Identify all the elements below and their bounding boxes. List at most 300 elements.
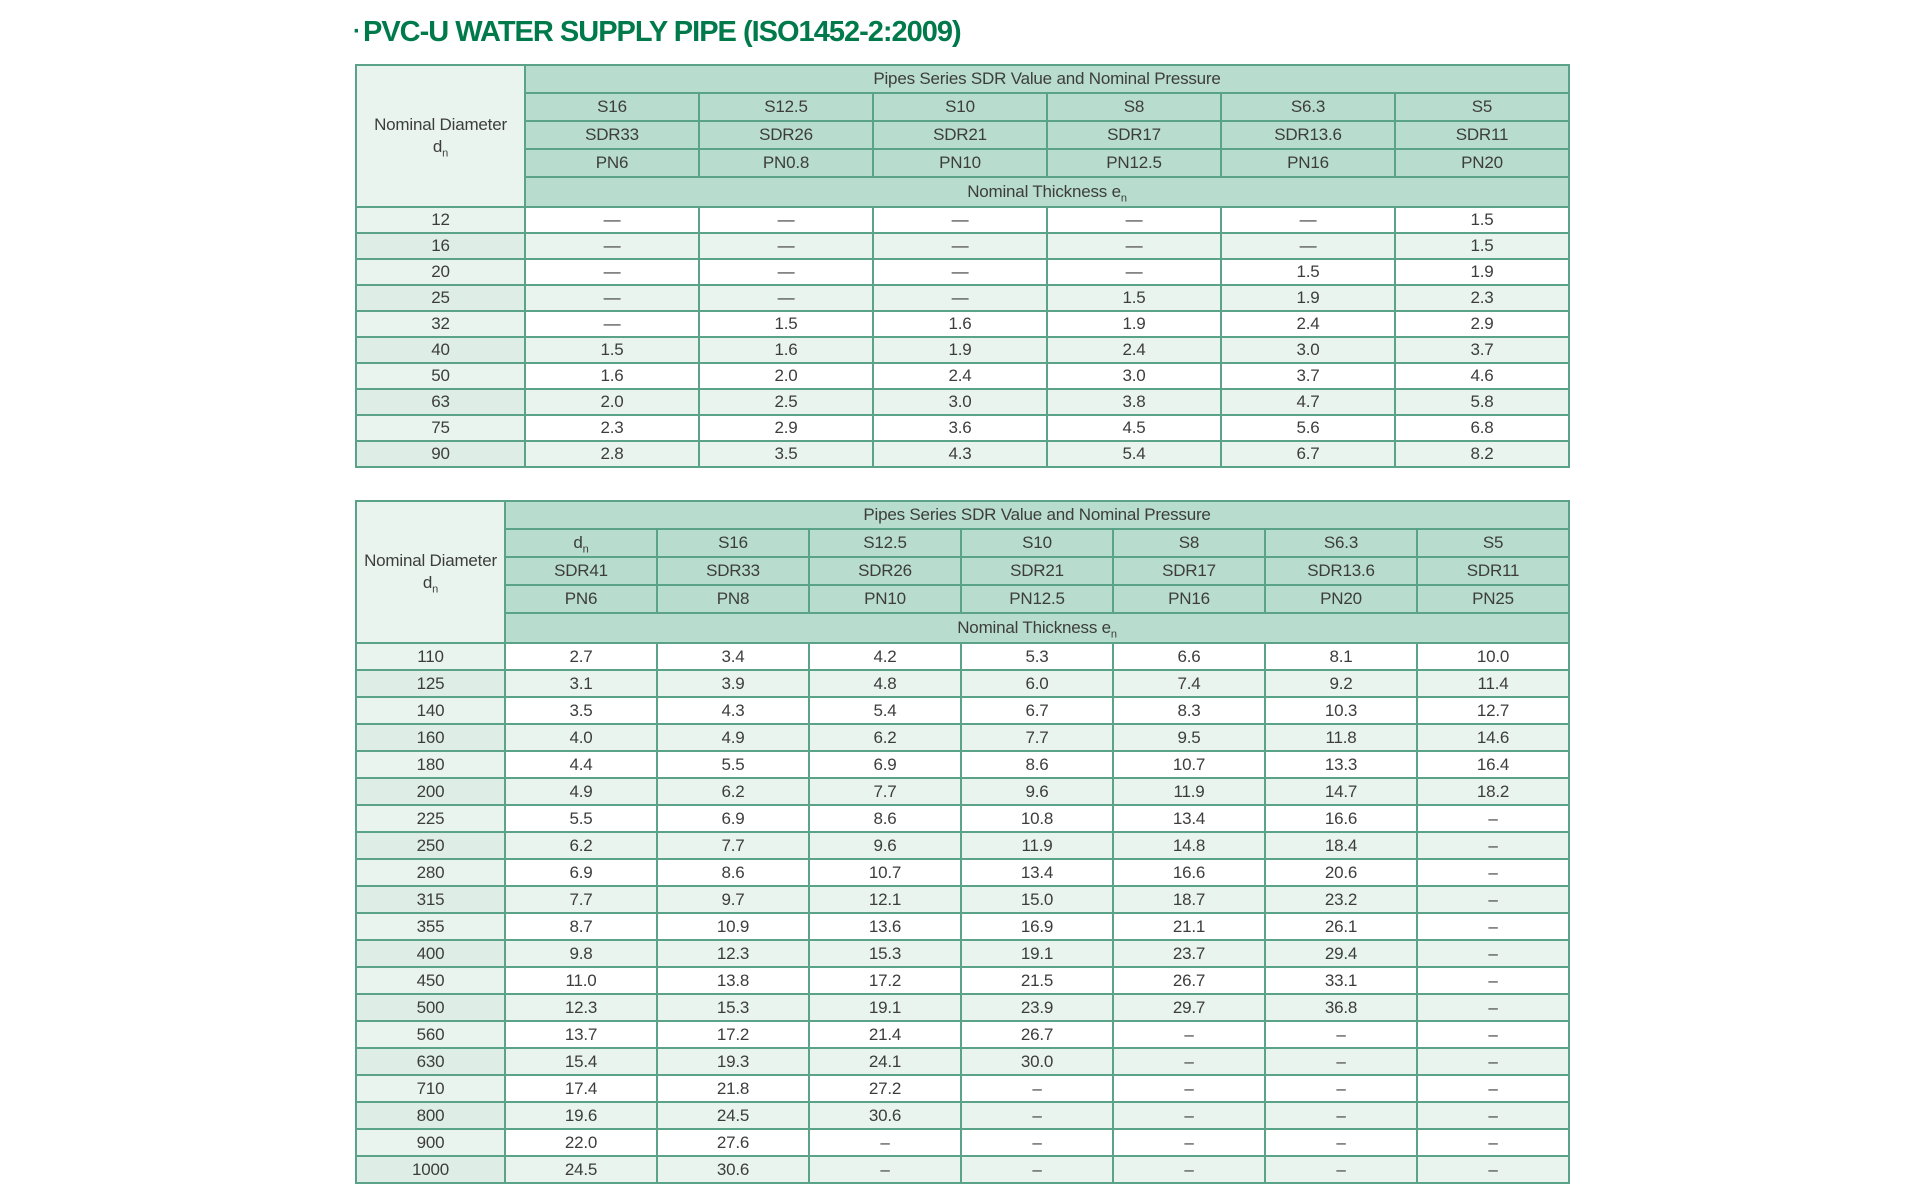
thickness-value: — [873,285,1047,311]
thickness-value: 12.3 [505,994,657,1021]
thickness-value: 6.2 [809,724,961,751]
nominal-diameter-label: Nominal Diameter [374,115,507,134]
thickness-value: 17.2 [809,967,961,994]
thickness-value: — [1047,207,1221,233]
nominal-diameter-value: 400 [356,940,505,967]
thickness-value: 1.5 [1395,207,1569,233]
thickness-value: – [1265,1156,1417,1183]
nominal-diameter-value: 630 [356,1048,505,1075]
sdr-value-header: SDR41 [505,557,657,585]
thickness-value: 16.6 [1113,859,1265,886]
thickness-value: 4.8 [809,670,961,697]
thickness-value: 18.7 [1113,886,1265,913]
thickness-value: – [1417,805,1569,832]
thickness-value: 26.1 [1265,913,1417,940]
table-row [356,441,1569,467]
thickness-value: 2.4 [873,363,1047,389]
thickness-value: 1.5 [525,337,699,363]
thickness-value: 9.2 [1265,670,1417,697]
thickness-value: 18.4 [1265,832,1417,859]
nominal-diameter-value: 16 [356,233,525,259]
s-value-header: S10 [961,529,1113,557]
thickness-value: 27.2 [809,1075,961,1102]
sdr-value-header: SDR21 [961,557,1113,585]
thickness-value: 2.4 [1047,337,1221,363]
thickness-value: 10.0 [1417,643,1569,670]
thickness-value: – [961,1156,1113,1183]
thickness-value: – [1113,1048,1265,1075]
nominal-diameter-value: 280 [356,859,505,886]
thickness-value: 2.7 [505,643,657,670]
table-row [356,940,1569,967]
thickness-value: 5.3 [961,643,1113,670]
thickness-value: 10.8 [961,805,1113,832]
table-row [356,233,1569,259]
thickness-value: – [961,1075,1113,1102]
thickness-value: 17.2 [657,1021,809,1048]
table-row [356,259,1569,285]
thickness-value: 23.9 [961,994,1113,1021]
thickness-value: 30.6 [657,1156,809,1183]
nominal-diameter-value: 500 [356,994,505,1021]
thickness-value: 3.0 [873,389,1047,415]
thickness-value: 29.4 [1265,940,1417,967]
nominal-diameter-value: 140 [356,697,505,724]
s-value-header: S16 [525,93,699,121]
thickness-value: 19.1 [809,994,961,1021]
table-row [356,1156,1569,1183]
nominal-diameter-value: 450 [356,967,505,994]
thickness-value: 6.2 [505,832,657,859]
s-value-header: S16 [657,529,809,557]
table-row [356,415,1569,441]
thickness-value: 8.6 [809,805,961,832]
thickness-value: 4.7 [1221,389,1395,415]
thickness-value: 6.9 [657,805,809,832]
thickness-value: 3.7 [1395,337,1569,363]
thickness-value: 5.6 [1221,415,1395,441]
pn-value-header: PN10 [873,149,1047,177]
thickness-value: 6.7 [961,697,1113,724]
thickness-value: 8.6 [657,859,809,886]
thickness-value: 5.5 [657,751,809,778]
nominal-diameter-value: 110 [356,643,505,670]
table-row [356,967,1569,994]
sdr-value-header: SDR33 [657,557,809,585]
thickness-value: — [1221,233,1395,259]
pn-value-header: PN0.8 [699,149,873,177]
thickness-value: 12.7 [1417,697,1569,724]
thickness-value: 8.3 [1113,697,1265,724]
thickness-value: 4.0 [505,724,657,751]
thickness-value: 3.7 [1221,363,1395,389]
nominal-diameter-value: 800 [356,1102,505,1129]
nominal-diameter-label: Nominal Diameter [364,551,497,570]
page-title [353,14,1575,50]
thickness-value: — [873,233,1047,259]
table-row [356,805,1569,832]
thickness-value: 18.2 [1417,778,1569,805]
thickness-value: 11.9 [961,832,1113,859]
thickness-value: – [961,1102,1113,1129]
thickness-value: 10.9 [657,913,809,940]
table-row [356,697,1569,724]
pn-value-header: PN6 [505,585,657,613]
thickness-value: 8.6 [961,751,1113,778]
nominal-diameter-value: 75 [356,415,525,441]
pipe-spec-table-small [355,64,1570,468]
sdr-value-header: SDR11 [1417,557,1569,585]
thickness-value: — [699,207,873,233]
thickness-value: 5.4 [1047,441,1221,467]
thickness-value: 1.6 [699,337,873,363]
nominal-diameter-symbol: $d_n$ [422,573,439,596]
nominal-diameter-value: 355 [356,913,505,940]
table-row [356,1129,1569,1156]
thickness-value: 23.2 [1265,886,1417,913]
thickness-value: 6.9 [809,751,961,778]
thickness-value: 2.0 [699,363,873,389]
thickness-value: 7.7 [657,832,809,859]
thickness-value: 6.9 [505,859,657,886]
nominal-diameter-value: 63 [356,389,525,415]
table-row [356,363,1569,389]
thickness-value: 11.4 [1417,670,1569,697]
thickness-value: 1.9 [1221,285,1395,311]
pipe-spec-table-large [355,500,1570,1184]
thickness-value: — [873,259,1047,285]
table-row [356,859,1569,886]
thickness-value: 9.6 [809,832,961,859]
thickness-value: 2.3 [525,415,699,441]
thickness-value: — [1047,259,1221,285]
thickness-value: 15.0 [961,886,1113,913]
s-value-header: S12.5 [809,529,961,557]
pn-values-row [356,149,1569,177]
sdr-value-header: SDR21 [873,121,1047,149]
thickness-value: 6.0 [961,670,1113,697]
nominal-diameter-header [356,65,525,207]
thickness-value: 5.5 [505,805,657,832]
s-value-header: S6.3 [1221,93,1395,121]
page [355,0,1575,1184]
nominal-diameter-value: 225 [356,805,505,832]
thickness-value: — [525,207,699,233]
table-row [356,1075,1569,1102]
nominal-diameter-value: 20 [356,259,525,285]
thickness-value: – [1265,1048,1417,1075]
thickness-value: 21.1 [1113,913,1265,940]
thickness-value: 7.4 [1113,670,1265,697]
thickness-value: – [1265,1129,1417,1156]
thickness-value: 1.5 [1047,285,1221,311]
thickness-value: 15.3 [809,940,961,967]
thickness-value: 23.7 [1113,940,1265,967]
thickness-value: 2.9 [699,415,873,441]
thickness-value: 1.9 [873,337,1047,363]
thickness-value: — [525,311,699,337]
table-row [356,1102,1569,1129]
table-row [356,751,1569,778]
pn-value-header: PN8 [657,585,809,613]
nominal-diameter-value: 12 [356,207,525,233]
thickness-value: 36.8 [1265,994,1417,1021]
s-value-header: S5 [1417,529,1569,557]
thickness-value: 1.6 [525,363,699,389]
thickness-value: 3.9 [657,670,809,697]
thickness-value: 9.8 [505,940,657,967]
thickness-value: 1.9 [1047,311,1221,337]
thickness-value: 3.8 [1047,389,1221,415]
sdr-value-header: SDR13.6 [1265,557,1417,585]
thickness-value: 6.2 [657,778,809,805]
thickness-value: 4.3 [657,697,809,724]
thickness-value: 4.6 [1395,363,1569,389]
thickness-value: 3.4 [657,643,809,670]
thickness-value: 19.3 [657,1048,809,1075]
thickness-value: 10.7 [1113,751,1265,778]
thickness-value: 10.7 [809,859,961,886]
pn-value-header: PN20 [1395,149,1569,177]
thickness-value: 19.1 [961,940,1113,967]
thickness-value: 1.9 [1395,259,1569,285]
sdr-value-header: SDR33 [525,121,699,149]
sdr-value-header: SDR26 [809,557,961,585]
thickness-value: – [961,1129,1113,1156]
nominal-diameter-value: 250 [356,832,505,859]
thickness-value: – [1113,1156,1265,1183]
thickness-value: 9.7 [657,886,809,913]
thickness-value: 3.1 [505,670,657,697]
sdr-value-header: SDR11 [1395,121,1569,149]
thickness-value: 13.3 [1265,751,1417,778]
thickness-value: 16.9 [961,913,1113,940]
thickness-value: 3.0 [1047,363,1221,389]
thickness-value: 6.7 [1221,441,1395,467]
thickness-value: 19.6 [505,1102,657,1129]
thickness-value: – [1113,1021,1265,1048]
table-row [356,207,1569,233]
thickness-value: 5.8 [1395,389,1569,415]
s-value-header: S12.5 [699,93,873,121]
thickness-value: — [699,233,873,259]
thickness-value: 14.6 [1417,724,1569,751]
thickness-value: 27.6 [657,1129,809,1156]
thickness-value: – [1417,1021,1569,1048]
thickness-value: 9.5 [1113,724,1265,751]
thickness-value: 4.9 [505,778,657,805]
sdr-value-header: SDR17 [1113,557,1265,585]
thickness-value: 2.8 [525,441,699,467]
title-bullet-icon: · [353,18,360,45]
thickness-value: – [1417,1075,1569,1102]
thickness-value: 15.3 [657,994,809,1021]
thickness-value: 14.7 [1265,778,1417,805]
thickness-value: 14.8 [1113,832,1265,859]
series-header: Pipes Series SDR Value and Nominal Pressure [505,501,1569,529]
thickness-value: 21.5 [961,967,1113,994]
thickness-value: 1.6 [873,311,1047,337]
table-row [356,285,1569,311]
thickness-value: 17.4 [505,1075,657,1102]
thickness-value: – [1417,1102,1569,1129]
thickness-value: – [1417,1048,1569,1075]
thickness-value: 20.6 [1265,859,1417,886]
s-value-header: S8 [1113,529,1265,557]
thickness-value: – [1417,886,1569,913]
nominal-diameter-value: 1000 [356,1156,505,1183]
sdr-value-header: SDR17 [1047,121,1221,149]
sdr-values-row [356,557,1569,585]
nominal-diameter-value: 90 [356,441,525,467]
table-row [356,389,1569,415]
pn-value-header: PN25 [1417,585,1569,613]
thickness-value: 30.0 [961,1048,1113,1075]
nominal-diameter-value: 40 [356,337,525,363]
thickness-value: 26.7 [961,1021,1113,1048]
nominal-thickness-header: Nominal Thickness $e_n$ [505,613,1569,643]
s-values-row [356,93,1569,121]
nominal-diameter-header [356,501,505,643]
thickness-value: 21.4 [809,1021,961,1048]
thickness-value: 11.0 [505,967,657,994]
thickness-value: 4.5 [1047,415,1221,441]
thickness-value: – [1265,1075,1417,1102]
nominal-diameter-value: 315 [356,886,505,913]
table-row [356,1021,1569,1048]
pn-values-row [356,585,1569,613]
thickness-value: 9.6 [961,778,1113,805]
table-row [356,778,1569,805]
thickness-value: 11.9 [1113,778,1265,805]
pn-value-header: PN12.5 [1047,149,1221,177]
thickness-value: 8.1 [1265,643,1417,670]
nominal-diameter-value: 180 [356,751,505,778]
thickness-value: – [1113,1075,1265,1102]
thickness-value: 21.8 [657,1075,809,1102]
thickness-value: 7.7 [961,724,1113,751]
thickness-value: 24.1 [809,1048,961,1075]
thickness-value: 2.9 [1395,311,1569,337]
table-row [356,311,1569,337]
thickness-value: 10.3 [1265,697,1417,724]
thickness-value: 13.6 [809,913,961,940]
thickness-value: 3.5 [699,441,873,467]
thickness-value: – [1265,1102,1417,1129]
s-values-row [356,529,1569,557]
thickness-value: 3.5 [505,697,657,724]
sdr-value-header: SDR13.6 [1221,121,1395,149]
s-value-header: S10 [873,93,1047,121]
thickness-value: 2.4 [1221,311,1395,337]
dn-column-header: $d_n$ [505,529,657,557]
thickness-value: – [1417,913,1569,940]
table-row [356,337,1569,363]
thickness-value: — [873,207,1047,233]
thickness-value: 6.6 [1113,643,1265,670]
series-header: Pipes Series SDR Value and Nominal Pressure [525,65,1569,93]
thickness-value: – [1113,1102,1265,1129]
table-row [356,1048,1569,1075]
thickness-value: 11.8 [1265,724,1417,751]
thickness-value: 1.5 [1395,233,1569,259]
thickness-value: – [1417,859,1569,886]
nominal-diameter-value: 200 [356,778,505,805]
sdr-value-header: SDR26 [699,121,873,149]
thickness-value: 4.3 [873,441,1047,467]
nominal-diameter-value: 160 [356,724,505,751]
thickness-value: 33.1 [1265,967,1417,994]
thickness-value: 2.3 [1395,285,1569,311]
table-row [356,670,1569,697]
nominal-diameter-value: 900 [356,1129,505,1156]
nominal-thickness-header: Nominal Thickness $e_n$ [525,177,1569,207]
nominal-diameter-value: 560 [356,1021,505,1048]
thickness-value: 16.4 [1417,751,1569,778]
thickness-value: — [699,285,873,311]
thickness-value: 13.4 [1113,805,1265,832]
table-row [356,886,1569,913]
table-row [356,724,1569,751]
thickness-value: 6.8 [1395,415,1569,441]
nominal-diameter-value: 25 [356,285,525,311]
thickness-value: 24.5 [505,1156,657,1183]
thickness-value: – [1417,940,1569,967]
thickness-value: 22.0 [505,1129,657,1156]
thickness-value: 5.4 [809,697,961,724]
pn-value-header: PN16 [1221,149,1395,177]
thickness-value: — [1221,207,1395,233]
thickness-value: 2.0 [525,389,699,415]
thickness-value: 29.7 [1113,994,1265,1021]
table-row [356,913,1569,940]
thickness-value: 4.4 [505,751,657,778]
table-row [356,832,1569,859]
thickness-value: 4.9 [657,724,809,751]
thickness-value: — [525,285,699,311]
s-value-header: S6.3 [1265,529,1417,557]
nominal-diameter-value: 32 [356,311,525,337]
pn-value-header: PN16 [1113,585,1265,613]
thickness-value: – [1417,1129,1569,1156]
pn-value-header: PN20 [1265,585,1417,613]
thickness-value: 16.6 [1265,805,1417,832]
thickness-value: – [1417,994,1569,1021]
thickness-value: 15.4 [505,1048,657,1075]
pn-value-header: PN6 [525,149,699,177]
thickness-value: 3.0 [1221,337,1395,363]
thickness-value: 2.5 [699,389,873,415]
table-row [356,643,1569,670]
thickness-value: 13.8 [657,967,809,994]
pn-value-header: PN10 [809,585,961,613]
thickness-value: 7.7 [505,886,657,913]
thickness-value: 30.6 [809,1102,961,1129]
thickness-value: 24.5 [657,1102,809,1129]
thickness-value: 8.7 [505,913,657,940]
thickness-value: — [525,233,699,259]
thickness-value: 12.3 [657,940,809,967]
thickness-value: – [809,1129,961,1156]
thickness-value: — [525,259,699,285]
table-row [356,994,1569,1021]
thickness-value: — [699,259,873,285]
thickness-value: – [1417,832,1569,859]
s-value-header: S8 [1047,93,1221,121]
thickness-value: 13.7 [505,1021,657,1048]
thickness-value: 13.4 [961,859,1113,886]
page-title-text: PVC-U WATER SUPPLY PIPE (ISO1452-2:2009) [363,16,961,48]
